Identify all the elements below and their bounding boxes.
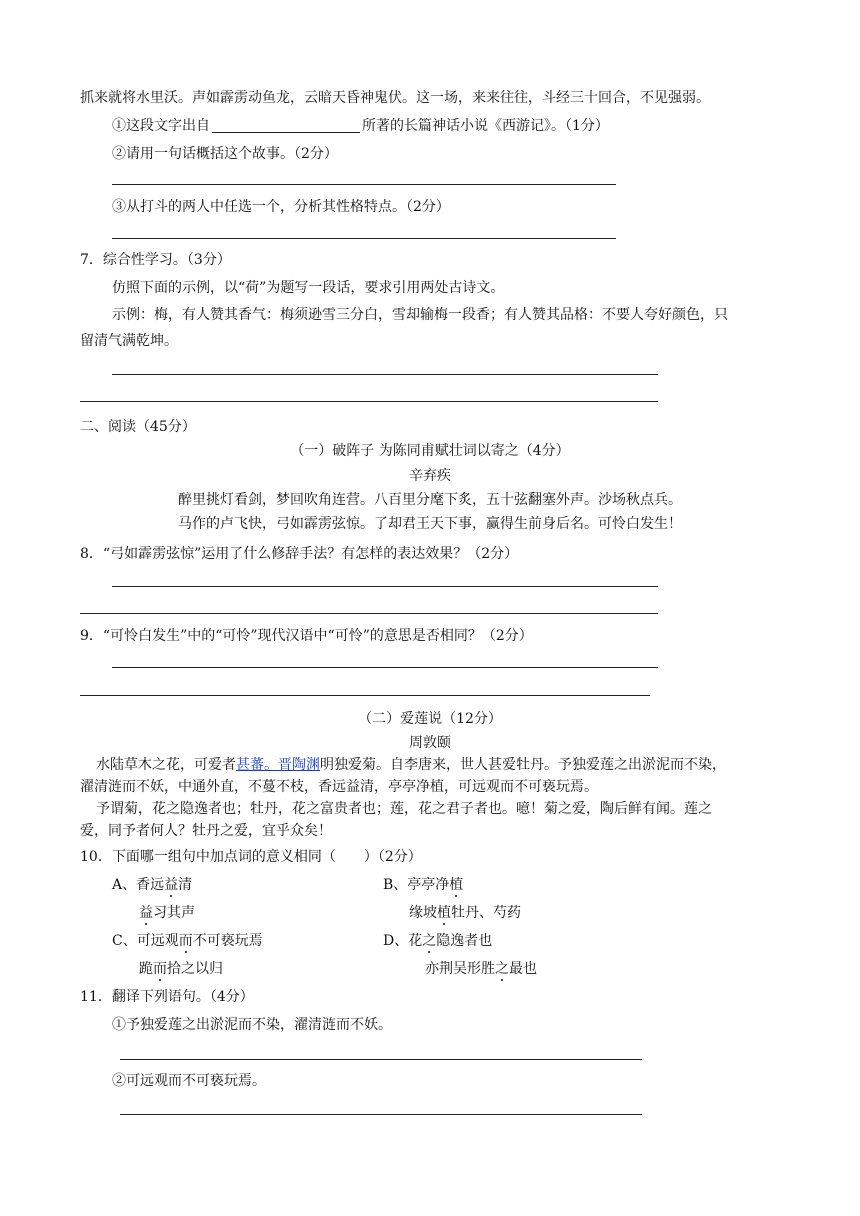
option-a-line2: 益习其声 xyxy=(139,905,195,921)
option-d-line1[interactable]: D、花之隐逸者也 xyxy=(383,933,493,949)
dotted-char: 之 xyxy=(495,961,509,977)
q6-sub2: ②请用一句话概括这个故事。（2分） xyxy=(112,146,338,162)
dotted-char: 益 xyxy=(164,877,179,893)
answer-line[interactable] xyxy=(120,1114,642,1115)
option-b-line2: 缘坡植牡丹、芍药 xyxy=(409,905,521,921)
essay-author: 周敦颐 xyxy=(409,735,451,751)
dotted-char: 而 xyxy=(178,933,193,949)
dotted-char: 之 xyxy=(422,933,437,949)
essay-p2-line2: 爱，同予者何人？牡丹之爱，宜乎众矣！ xyxy=(80,823,332,839)
poem-title: （一）破阵子 为陈同甫赋壮词以寄之（4分） xyxy=(290,443,570,459)
answer-line[interactable] xyxy=(112,667,658,668)
q10-title: 10．下面哪一组句中加点词的意义相同（ ）（2分） xyxy=(80,849,422,865)
essay-text: 明独爱菊。自李唐来，世人甚爱牡丹。予独爱莲之出淤泥而不染， xyxy=(320,757,726,773)
answer-line[interactable] xyxy=(80,613,658,614)
dotted-char: 植 xyxy=(449,877,464,893)
q11-title: 11．翻译下列语句。（4分） xyxy=(80,989,254,1005)
option-d-line2: 亦荆吴形胜之最也 xyxy=(425,961,537,977)
dotted-char: 而 xyxy=(153,961,167,977)
essay-p1-line2: 濯清涟而不妖，中通外直，不蔓不枝，香远益清，亭亭净植，可远观而不可亵玩焉。 xyxy=(80,779,598,795)
essay-text: 水陆草木之花，可爱者 xyxy=(96,757,236,773)
answer-line[interactable] xyxy=(112,586,658,587)
q7-example-line1: 示例：梅，有人赞其香气：梅须逊雪三分白，雪却输梅一段香；有人赞其品格：不要人夸好颜色，只 xyxy=(112,307,728,323)
essay-link[interactable]: 甚蕃。晋陶渊 xyxy=(236,757,320,773)
option-c-line1[interactable]: C、可远观而不可亵玩焉 xyxy=(112,933,263,949)
answer-line[interactable] xyxy=(80,401,658,402)
answer-line[interactable] xyxy=(80,695,650,696)
passage-line: 抓来就将水里沃。声如霹雳动鱼龙，云暗天昏神鬼伏。这一场，来来往往，斗经三十回合，不见强弱。 xyxy=(80,90,710,106)
q7-example-line2: 留清气满乾坤。 xyxy=(80,333,178,349)
answer-line[interactable] xyxy=(112,374,658,375)
essay-p1-line1 xyxy=(96,755,726,775)
answer-line[interactable] xyxy=(120,1059,642,1060)
q7-title: 7．综合性学习。（3分） xyxy=(80,252,231,268)
q6-sub1-after: 所著的长篇神话小说《西游记》。（1分） xyxy=(362,118,609,134)
option-b-line1[interactable]: B、亭亭净植 xyxy=(383,877,464,893)
poem-line: 马作的卢飞快，弓如霹雳弦惊。了却君王天下事，赢得生前身后名。可怜白发生！ xyxy=(178,516,682,532)
dotted-char: 植 xyxy=(437,905,451,921)
q9-text: 9．“可怜白发生”中的“可怜”现代汉语中“可怜”的意思是否相同？（2分） xyxy=(80,628,533,644)
essay-p2-line1: 予谓菊，花之隐逸者也；牡丹，花之富贵者也；莲，花之君子者也。噫！菊之爱，陶后鲜有闻。莲之 xyxy=(96,801,712,817)
author-blank[interactable] xyxy=(212,118,360,133)
q6-sub1 xyxy=(112,116,609,136)
option-c-line2: 跪而拾之以归 xyxy=(139,961,223,977)
q7-instruction: 仿照下面的示例，以“荷”为题写一段话，要求引用两处古诗文。 xyxy=(112,280,505,296)
dotted-char: 益 xyxy=(139,905,153,921)
q11-sub1: ①予独爱莲之出淤泥而不染，濯清涟而不妖。 xyxy=(112,1017,392,1033)
poem-author: 辛弃疾 xyxy=(409,468,451,484)
q11-sub2: ②可远观而不可亵玩焉。 xyxy=(112,1073,266,1089)
q6-sub3: ③从打斗的两人中任选一个，分析其性格特点。（2分） xyxy=(112,199,450,215)
option-a-line1[interactable]: A、香远益清 xyxy=(112,877,193,893)
essay-title: （二）爱莲说（12分） xyxy=(358,711,502,727)
section-heading: 二、阅读（45分） xyxy=(80,419,196,435)
poem-line: 醉里挑灯看剑，梦回吹角连营。八百里分麾下炙，五十弦翻塞外声。沙场秋点兵。 xyxy=(178,492,682,508)
answer-line[interactable] xyxy=(112,184,616,185)
q8-text: 8．“弓如霹雳弦惊”运用了什么修辞手法？有怎样的表达效果？（2分） xyxy=(80,546,519,562)
q6-sub1-before: ①这段文字出自 xyxy=(112,118,210,134)
answer-line[interactable] xyxy=(112,238,616,239)
